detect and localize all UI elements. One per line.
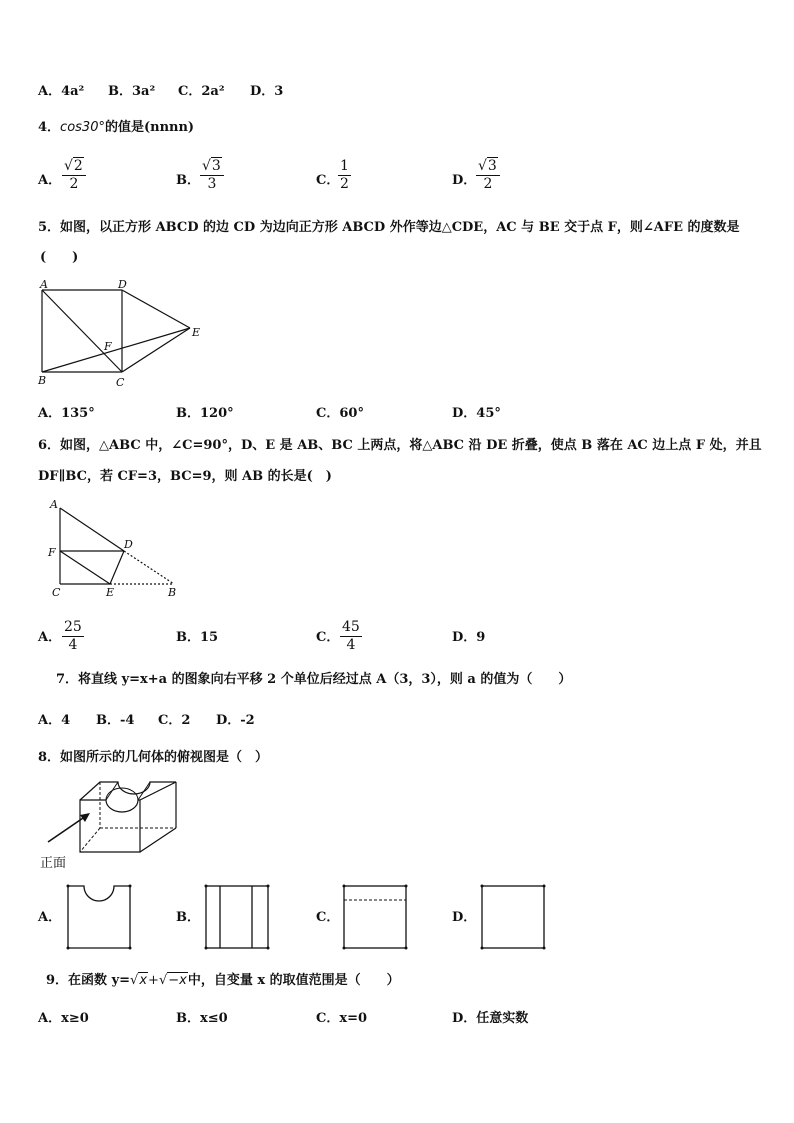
front-view-label: 正面 <box>40 856 67 871</box>
q6-stem-line2: DF∥BC，若 CF=3，BC=9，则 AB 的长是( ) <box>38 469 332 484</box>
sqrt-symbol: √ <box>478 158 487 174</box>
q4-b-radicand: 3 <box>211 158 221 174</box>
q6-label-a: A <box>50 498 58 511</box>
q5-option-a: A．135° <box>38 406 95 421</box>
q6-option-c-label: C． <box>316 630 340 645</box>
q6-c-denominator: 4 <box>346 637 356 653</box>
q5-figure <box>34 278 210 390</box>
q4-stem-rest: 的值是(nnnn) <box>104 120 195 135</box>
q4-option-a-label: A． <box>38 173 62 188</box>
q4-option-c-fraction <box>338 158 351 193</box>
q6-a-numerator: 25 <box>64 619 82 635</box>
q4-b-denominator: 3 <box>207 176 217 192</box>
q8-option-d-figure <box>478 882 548 952</box>
q9-option-b: B．x≤0 <box>176 1011 228 1026</box>
q8-option-d-label: D． <box>452 910 477 925</box>
q3-option-a: A．4a² <box>38 84 85 99</box>
q5-label-d: D <box>118 278 127 291</box>
q5-option-b: B．120° <box>176 406 234 421</box>
q4-c-denominator: 2 <box>340 176 349 192</box>
q6-label-f: F <box>48 546 56 559</box>
q7-option-c: C．2 <box>158 713 191 728</box>
q6-option-b: B．15 <box>176 630 219 645</box>
sqrt-symbol: √ <box>202 158 211 174</box>
q9-option-d: D．任意实数 <box>452 1011 529 1026</box>
q9-radicand-2: −x <box>168 973 187 988</box>
q9-option-a: A．x≥0 <box>38 1011 89 1026</box>
q5-label-a: A <box>40 278 48 291</box>
q4-option-b-label: B． <box>176 173 200 188</box>
q6-label-b: B <box>168 586 177 599</box>
q4-stem <box>38 120 194 136</box>
q6-option-a-label: A． <box>38 630 62 645</box>
q9-radicand-1: x <box>139 973 148 988</box>
q5-label-b: B <box>38 374 47 387</box>
q6-stem-line1: 6．如图，△ABC 中，∠C=90°，D、E 是 AB、BC 上两点，将△ABC 沿 DE 折叠，使点 B 落在 AC 边上点 F 处，并且 <box>38 438 762 453</box>
q4-option-d-fraction <box>476 158 500 193</box>
q6-label-e: E <box>106 586 115 599</box>
q4-a-radicand: 2 <box>73 158 83 174</box>
q5-option-d: D．45° <box>452 406 501 421</box>
q4-d-radicand: 3 <box>487 158 497 174</box>
q6-a-denominator: 4 <box>68 637 78 653</box>
q5-label-f: F <box>104 340 112 353</box>
q4-a-denominator: 2 <box>69 176 79 192</box>
q6-option-a-fraction <box>62 619 84 654</box>
q8-option-b-figure <box>202 882 272 952</box>
q7-option-d: D．-2 <box>216 713 255 728</box>
q4-option-c-label: C． <box>316 173 340 188</box>
q6-figure <box>44 496 194 602</box>
q4-c-numerator: 1 <box>340 158 349 174</box>
q4-option-a-fraction <box>62 158 86 193</box>
q9-option-c: C．x=0 <box>316 1011 368 1026</box>
q8-option-b-label: B． <box>176 910 200 925</box>
sqrt-symbol: √ <box>158 973 168 988</box>
q9-stem <box>46 973 400 989</box>
q3-option-d: D．3 <box>250 84 284 99</box>
q8-option-c-label: C． <box>316 910 340 925</box>
q5-label-e: E <box>192 326 201 339</box>
q8-solid-figure <box>36 776 186 854</box>
q5-stem-line2: ( ) <box>40 250 79 265</box>
q3-option-c: C．2a² <box>178 84 225 99</box>
q5-stem-line1: 5．如图，以正方形 ABCD 的边 CD 为边向正方形 ABCD 外作等边△CDE，AC 与 BE 交于点 F，则∠AFE 的度数是 <box>38 220 740 235</box>
q8-stem: 8．如图所示的几何体的俯视图是（ ） <box>38 750 269 765</box>
q4-cos: cos30° <box>60 120 105 135</box>
q6-label-c: C <box>52 586 61 599</box>
q4-option-b-fraction <box>200 158 224 193</box>
q9-stem-post: 中，自变量 x 的取值范围是（ ） <box>187 973 400 988</box>
q6-option-c-fraction <box>340 619 362 654</box>
q6-option-d: D．9 <box>452 630 486 645</box>
q7-option-a: A．4 <box>38 713 71 728</box>
q8-option-a-figure <box>64 882 134 952</box>
q3-option-b: B．3a² <box>108 84 156 99</box>
q8-option-a-label: A． <box>38 910 62 925</box>
q4-option-d-label: D． <box>452 173 477 188</box>
q9-stem-pre: 9．在函数 y= <box>46 973 131 988</box>
q4-number: 4． <box>38 120 61 135</box>
q9-plus: + <box>148 973 159 988</box>
q8-option-c-figure <box>340 882 410 952</box>
q5-option-c: C．60° <box>316 406 364 421</box>
q6-label-d: D <box>124 538 133 551</box>
sqrt-symbol: √ <box>64 158 73 174</box>
q4-d-denominator: 2 <box>483 176 493 192</box>
sqrt-symbol: √ <box>130 973 139 988</box>
q7-stem: 7．将直线 y=x+a 的图象向右平移 2 个单位后经过点 A（3，3），则 a 的值为（ ） <box>56 672 572 687</box>
q7-option-b: B．-4 <box>96 713 135 728</box>
q6-c-numerator: 45 <box>342 619 360 635</box>
q5-label-c: C <box>116 376 125 389</box>
